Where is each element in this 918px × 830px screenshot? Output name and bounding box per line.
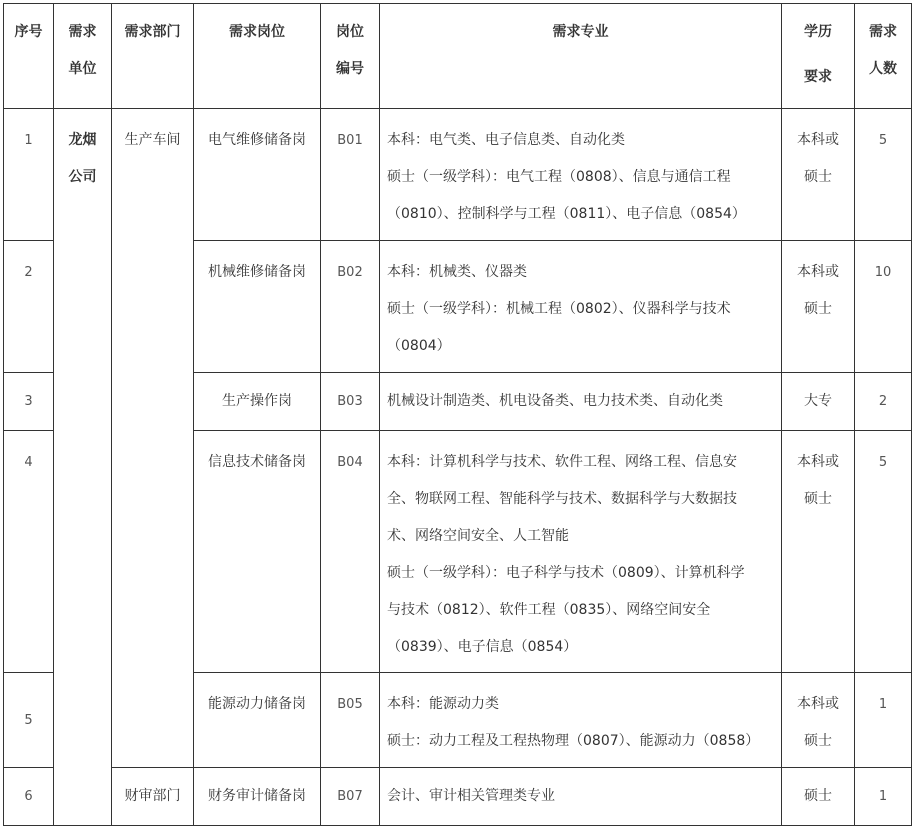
header-unit [54,4,112,109]
major-line: 本科：计算机科学与技术、软件工程、网络工程、信息安 [387,454,737,470]
major-line: 全、物联网工程、智能科学与技术、数据科学与大数据技 [387,491,737,507]
unit-line-2: 公司 [68,169,97,185]
unit-cell [54,109,112,826]
header-seq [4,4,54,109]
major-line: 会计、审计相关管理类专业 [387,788,555,804]
header-unit-line-2: 单位 [68,61,97,77]
edu-line: 硕士 [804,733,832,749]
major-cell [380,768,782,826]
header-edu-line-2: 要求 [804,69,832,85]
code-cell: B01 [321,109,380,241]
edu-line: 本科或 [797,696,839,712]
count-cell: 2 [855,373,912,431]
count-cell: 10 [855,241,912,373]
post-cell: 电气维修储备岗 [194,109,321,241]
header-edu-line-1: 学历 [804,24,832,40]
header-count-line-2: 人数 [869,61,897,77]
post-cell: 能源动力储备岗 [194,673,321,768]
header-edu [782,4,855,109]
post-cell: 财务审计储备岗 [194,768,321,826]
header-major [380,4,782,109]
edu-cell [782,373,855,431]
major-cell [380,109,782,241]
table-row [4,768,912,826]
edu-line: 本科或 [797,454,839,470]
seq-cell: 3 [4,373,54,431]
post-cell: 生产操作岗 [194,373,321,431]
major-line: 硕士：动力工程及工程热物理（0807）、能源动力（0858） [387,733,760,749]
major-line: （0839）、电子信息（0854） [387,639,578,655]
edu-cell [782,431,855,673]
seq-cell: 6 [4,768,54,826]
major-line: 术、网络空间安全、人工智能 [387,528,569,544]
major-line: 硕士（一级学科）：电子科学与技术（0809）、计算机科学 [387,565,745,581]
code-cell: B02 [321,241,380,373]
code-cell: B07 [321,768,380,826]
edu-line: 大专 [804,393,832,409]
major-line: （0810）、控制科学与工程（0811）、电子信息（0854） [387,206,746,222]
header-row [4,4,912,109]
header-dept-text: 需求部门 [124,24,181,40]
edu-line: 本科或 [797,132,839,148]
seq-cell: 4 [4,431,54,673]
header-major-text: 需求专业 [552,24,609,40]
header-count-line-1: 需求 [869,24,897,40]
header-count [855,4,912,109]
job-requirements-table [3,3,912,826]
header-post [194,4,321,109]
table-row [4,109,912,241]
edu-cell [782,109,855,241]
major-cell [380,241,782,373]
seq-cell: 2 [4,241,54,373]
major-line: 本科：能源动力类 [387,696,499,712]
major-line: 硕士（一级学科）：机械工程（0802）、仪器科学与技术 [387,301,731,317]
header-code-line-2: 编号 [336,61,364,77]
unit-line-1: 龙烟 [68,132,97,148]
major-line: 与技术（0812）、软件工程（0835）、网络空间安全 [387,602,711,618]
dept-cell-finance: 财审部门 [112,768,194,826]
major-line: 本科：机械类、仪器类 [387,264,527,280]
header-code-line-1: 岗位 [336,24,364,40]
code-cell: B03 [321,373,380,431]
edu-line: 本科或 [797,264,839,280]
header-dept [112,4,194,109]
edu-line: 硕士 [804,169,832,185]
header-post-text: 需求岗位 [229,24,285,40]
code-cell: B04 [321,431,380,673]
dept-cell-production: 生产车间 [112,109,194,768]
edu-cell [782,673,855,768]
edu-cell [782,768,855,826]
seq-cell: 1 [4,109,54,241]
edu-line: 硕士 [804,301,832,317]
count-cell: 1 [855,673,912,768]
count-cell: 5 [855,109,912,241]
code-cell: B05 [321,673,380,768]
edu-line: 硕士 [804,788,832,804]
header-code [321,4,380,109]
header-unit-line-1: 需求 [68,24,97,40]
seq-cell: 5 [4,673,54,768]
edu-line: 硕士 [804,491,832,507]
edu-cell [782,241,855,373]
major-cell [380,431,782,673]
header-seq-text: 序号 [14,24,43,40]
major-cell [380,373,782,431]
major-line: （0804） [387,338,451,354]
post-cell: 信息技术储备岗 [194,431,321,673]
major-line: 机械设计制造类、机电设备类、电力技术类、自动化类 [387,393,723,409]
major-line: 硕士（一级学科）：电气工程（0808）、信息与通信工程 [387,169,731,185]
major-line: 本科：电气类、电子信息类、自动化类 [387,132,625,148]
post-cell: 机械维修储备岗 [194,241,321,373]
count-cell: 1 [855,768,912,826]
count-cell: 5 [855,431,912,673]
major-cell [380,673,782,768]
